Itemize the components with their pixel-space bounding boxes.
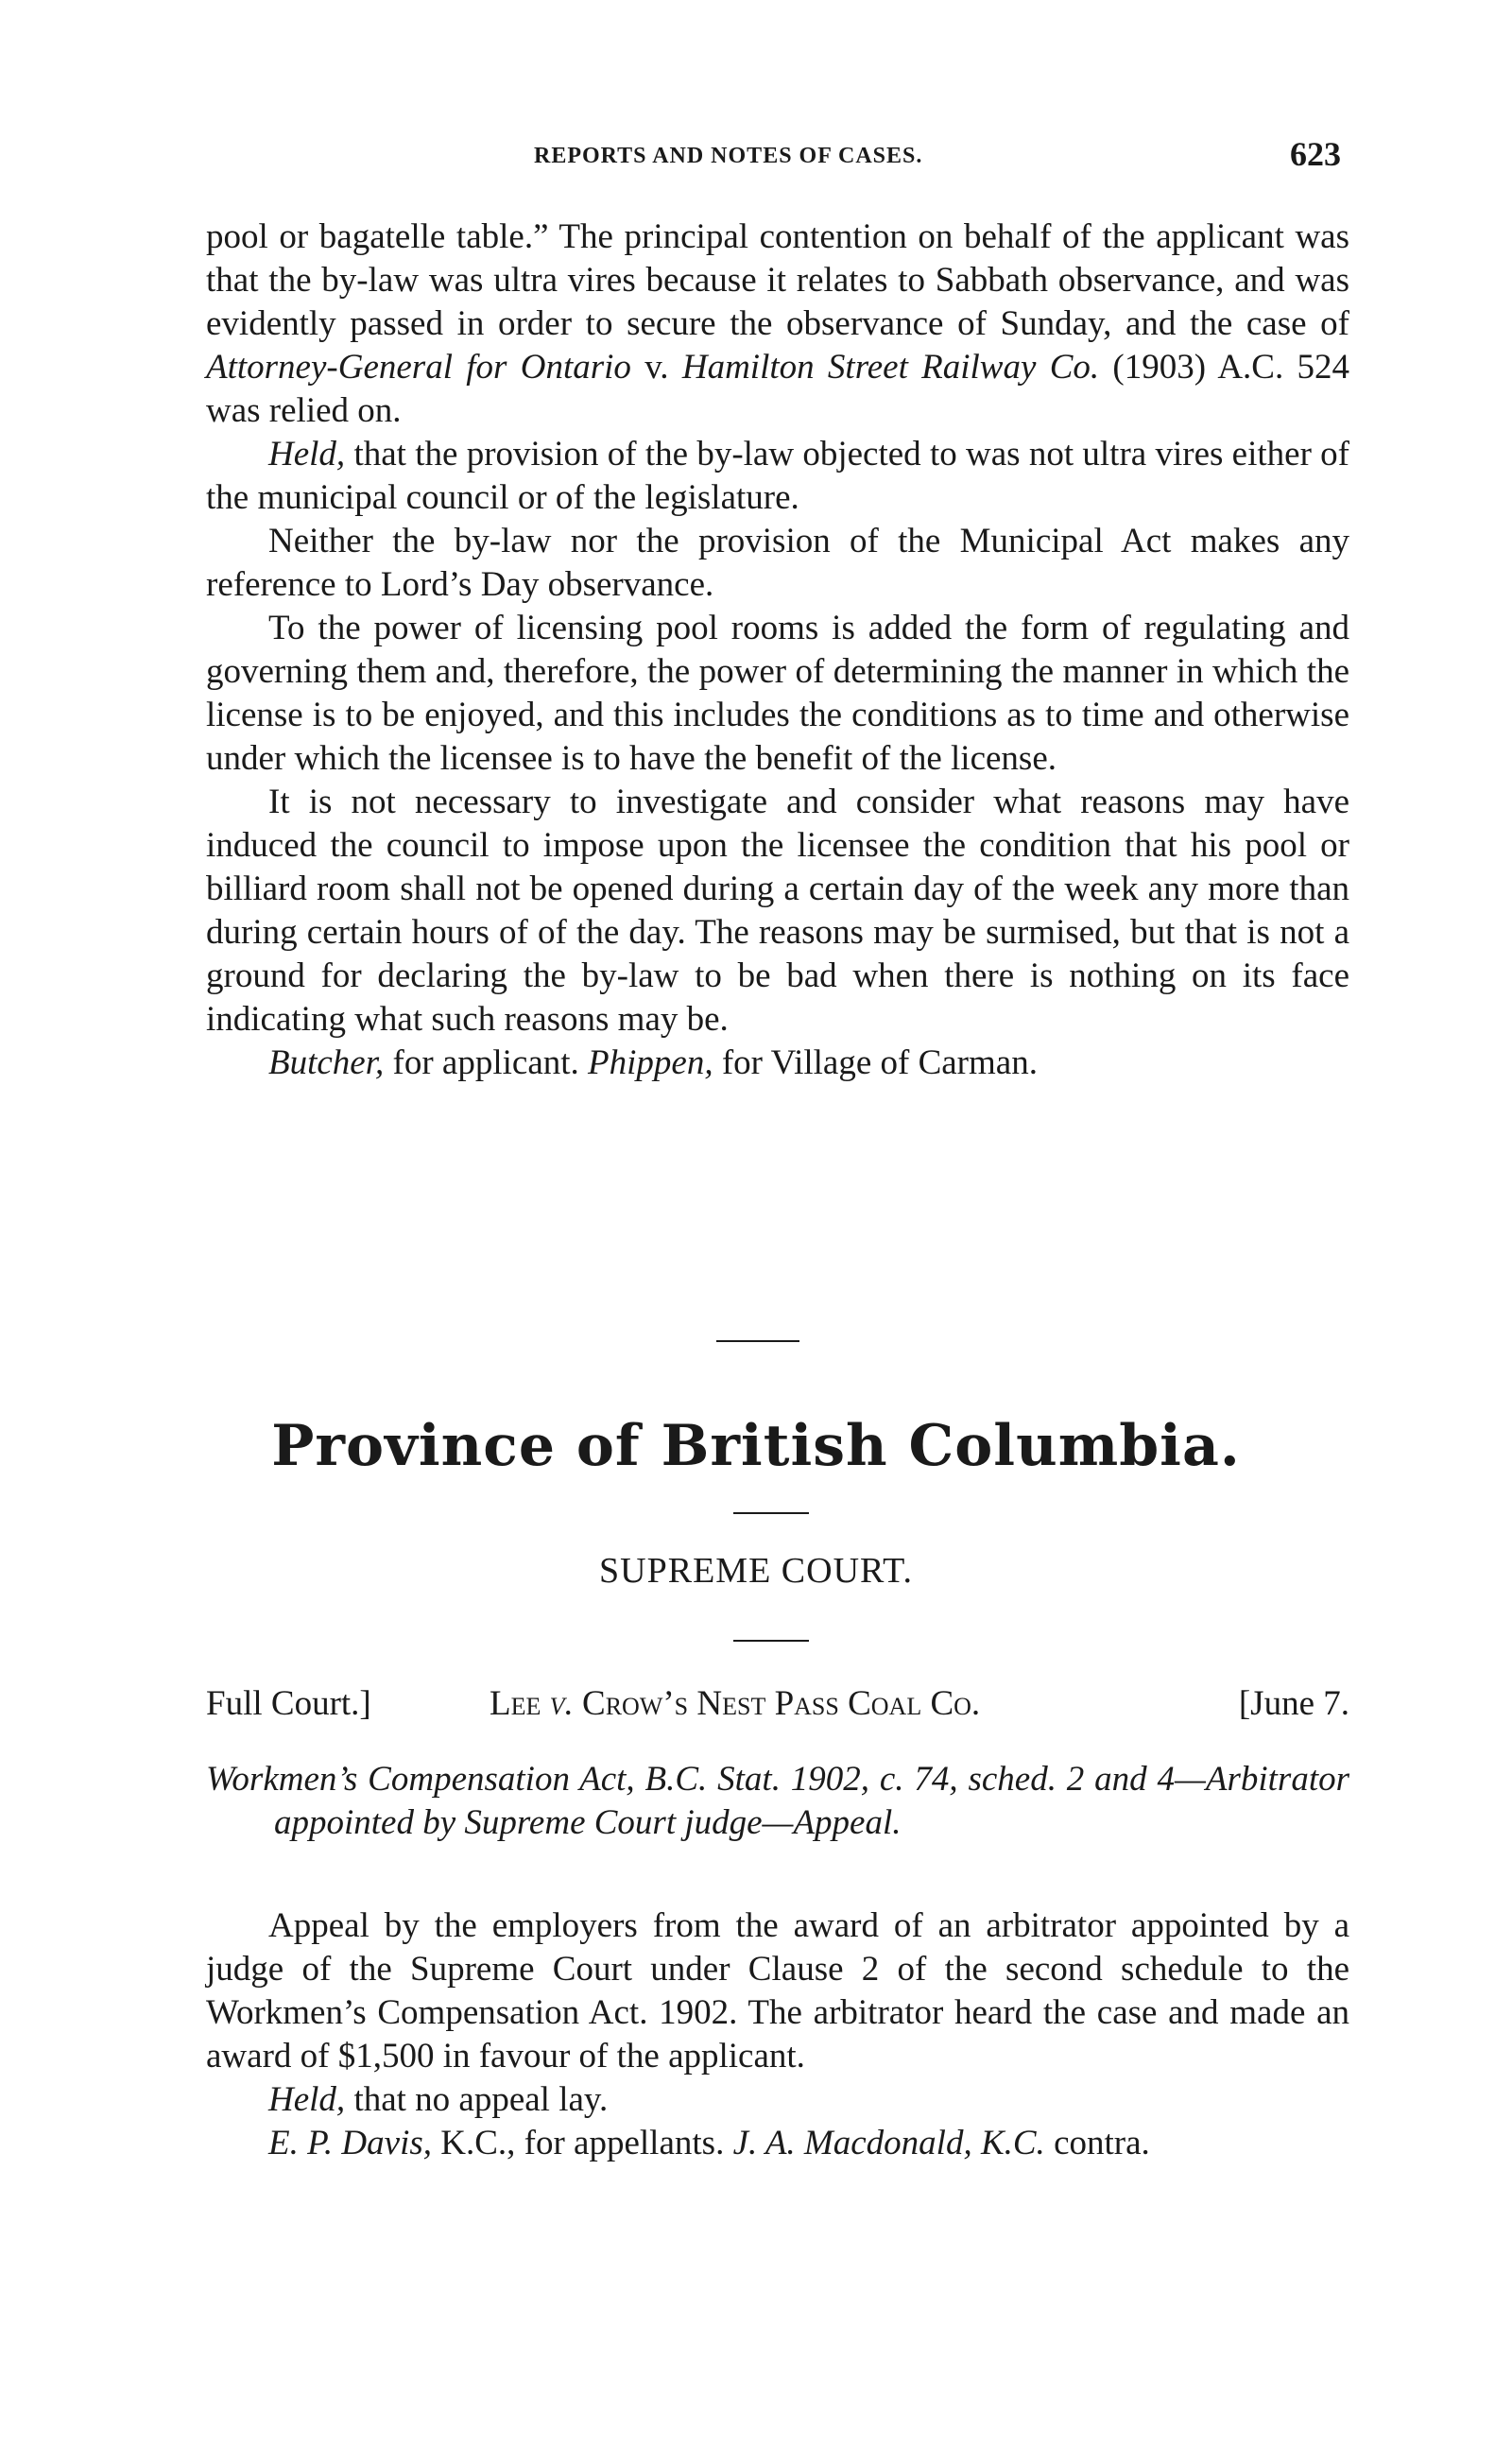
running-title: REPORTS AND NOTES OF CASES. — [534, 144, 923, 168]
paragraph: pool or bagatelle table.” The principal contention on behalf of the applicant was that the by-law was ultra vires because it relates to Sabbath observance, and was evidently passed in order to secure the observance of Sunday, and the case of Attorney-General for Ontario v. Hamilton Street Railway Co. (1903) A.C. 524 was relied on. — [206, 217, 1350, 430]
paragraph: Neither the by-law nor the provision of the Municipal Act makes any reference to Lord’s Day observance. — [206, 522, 1349, 604]
section-divider — [733, 1512, 809, 1514]
paragraph: It is not necessary to investigate and consider what reasons may have induced the council to impose upon the licensee the condition that his pool or billiard room shall not be opened during a certain day of the week any more than during certain hours of of the day. The reasons may be surmised, but that is not a ground for declaring the by-law to be bad when there is nothing on its face indicating what such reasons may be. — [206, 783, 1349, 1039]
court-heading: SUPREME COURT. — [599, 1551, 913, 1591]
section-divider — [716, 1340, 799, 1342]
case-title-line — [206, 1682, 1349, 1726]
court-label: Full Court.] — [206, 1684, 371, 1723]
case-date: [June 7. — [1238, 1684, 1349, 1723]
held-paragraph: Held, that the provision of the by-law objected to was not ultra vires either of the municipal council or of the legislature. — [206, 435, 1349, 517]
headnote: Workmen’s Compensation Act, B.C. Stat. 1902, c. 74, sched. 2 and 4—Arbitrator appointed by Supreme Court judge—Appeal. — [206, 1760, 1349, 1842]
province-heading: Province of British Columbia. — [271, 1413, 1241, 1479]
case-title: Lee v. Crow’s Nest Pass Coal Co. — [490, 1684, 981, 1723]
page-number: 623 — [1290, 135, 1341, 173]
paragraph: To the power of licensing pool rooms is added the form of regulating and governing them and, therefore, the power of determining the manner in which the license is to be enjoyed, and this includes the conditions as to time and otherwise under which the licensee is to have the benefit of the license. — [206, 609, 1349, 778]
case-citation: Attorney-General for Ontario — [206, 348, 631, 387]
paragraph: Appeal by the employers from the award of an arbitrator appointed by a judge of the Supreme Court under Clause 2 of the second schedule to the Workmen’s Compensation Act. 1902. The arbitrator heard the case and made an award of $1,500 in favour of the applicant. — [206, 1906, 1349, 2076]
bc-case-body — [206, 1904, 1349, 2165]
counsel-line: E. P. Davis, K.C., for appellants. J. A. Macdonald, K.C. contra. — [268, 2124, 1150, 2162]
section-divider — [733, 1640, 809, 1642]
running-header — [0, 134, 1512, 181]
manitoba-case-body — [206, 215, 1349, 1085]
case-citation: Hamilton Street Railway Co. — [681, 348, 1100, 387]
held-paragraph: Held, that no appeal lay. — [268, 2080, 609, 2119]
counsel-line: Butcher, for applicant. Phippen, for Village of Carman. — [268, 1043, 1038, 1082]
